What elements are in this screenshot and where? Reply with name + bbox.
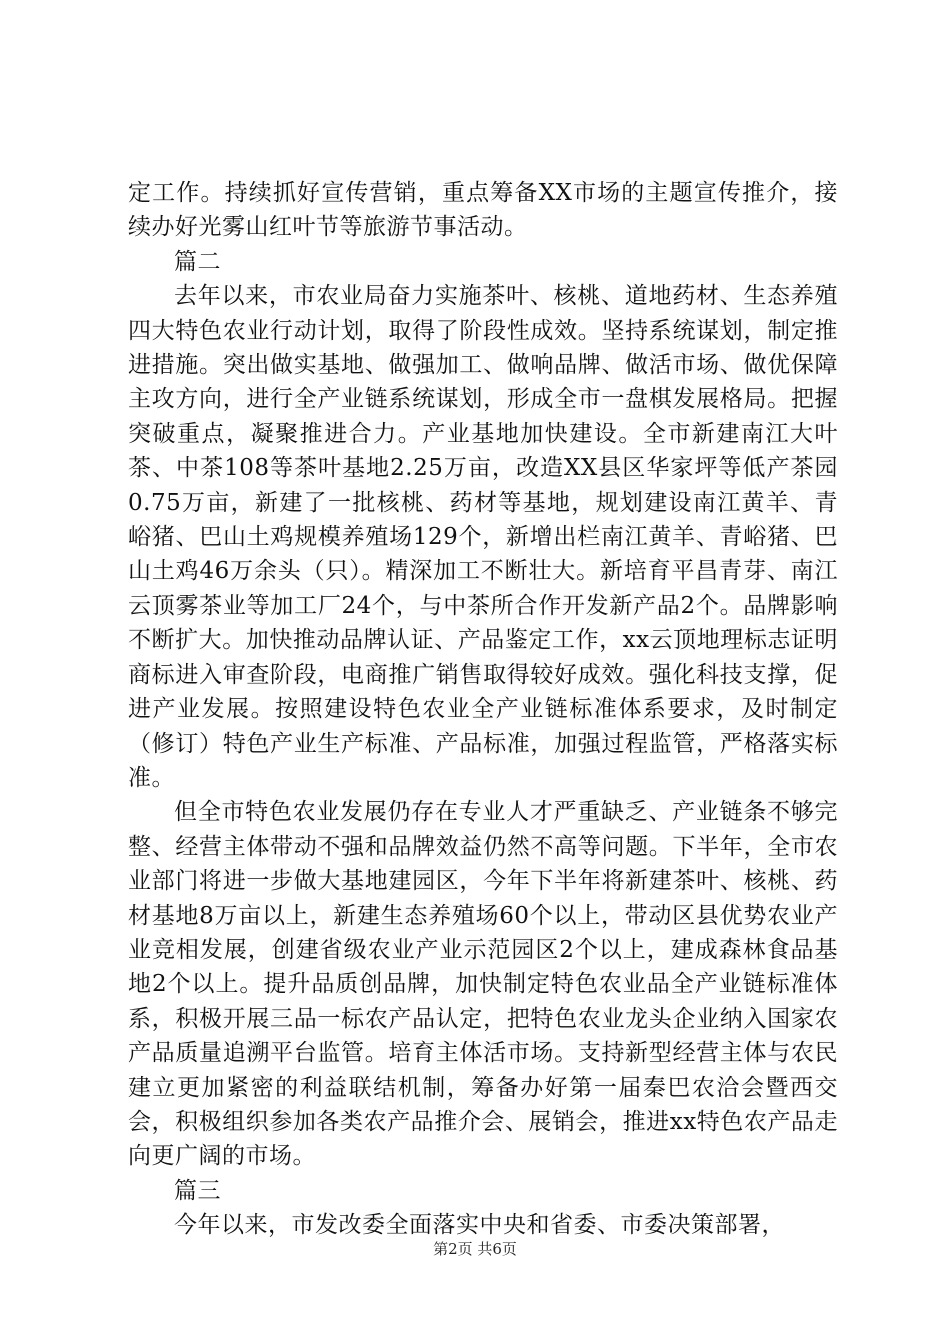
page-footer: 第2页 共6页	[433, 1240, 517, 1258]
section-heading-part-2: 篇二	[174, 248, 221, 275]
document-body	[128, 176, 838, 1243]
paragraph-agriculture-progress: 去年以来，市农业局奋力实施茶叶、核桃、道地药材、生态养殖四大特色农业行动计划，取得了阶段性成效。坚持系统谋划，制定推进措施。突出做实基地、做强加工、做响品牌、做活市场、做优保障主攻方向，进行全产业链系统谋划，形成全市一盘棋发展格局。把握突破重点，凝聚推进合力。产业基地加快建设。全市新建南江大叶茶、中茶108等茶叶基地2.25万亩，改造XX县区华家坪等低产茶园0.75万亩，新建了一批核桃、药材等基地，规划建设南江黄羊、青峪猪、巴山土鸡规模养殖场129个，新增出栏南江黄羊、青峪猪、巴山土鸡46万余头（只）。精深加工不断壮大。新培育平昌青芽、南江云顶雾茶业等加工厂24个，与中茶所合作开发新产品2个。品牌影响不断扩大。加快推动品牌认证、产品鉴定工作，xx云顶地理标志证明商标进入审查阶段，电商推广销售取得较好成效。强化科技支撑，促进产业发展。按照建设特色农业全产业链标准体系要求，及时制定（修订）特色产业生产标准、产品标准，加强过程监管，严格落实标准。	[128, 283, 838, 791]
paragraph-agriculture-plans: 但全市特色农业发展仍存在专业人才严重缺乏、产业链条不够完整、经营主体带动不强和品牌效益仍然不高等问题。下半年，全市农业部门将进一步做大基地建园区，今年下半年将新建茶叶、核桃、药材基地8万亩以上，新建生态养殖场60个以上，带动区县优势农业产业竞相发展，创建省级农业产业示范园区2个以上，建成森林食品基地2个以上。提升品质创品牌，加快制定特色农业品全产业链标准体系，积极开展三品一标农产品认定，把特色农业龙头企业纳入国家农产品质量追溯平台监管。培育主体活市场。支持新型经营主体与农民建立更加紧密的利益联结机制，筹备办好第一届秦巴农洽会暨西交会，积极组织参加各类农产品推介会、展销会，推进xx特色农产品走向更广阔的市场。	[128, 799, 838, 1170]
section-heading-part-3: 篇三	[174, 1177, 221, 1204]
paragraph-development-reform: 今年以来，市发改委全面落实中央和省委、市委决策部署，	[174, 1212, 785, 1239]
paragraph-continuation: 定工作。持续抓好宣传营销，重点筹备XX市场的主题宣传推介，接续办好光雾山红叶节等旅游节事活动。	[128, 180, 838, 241]
